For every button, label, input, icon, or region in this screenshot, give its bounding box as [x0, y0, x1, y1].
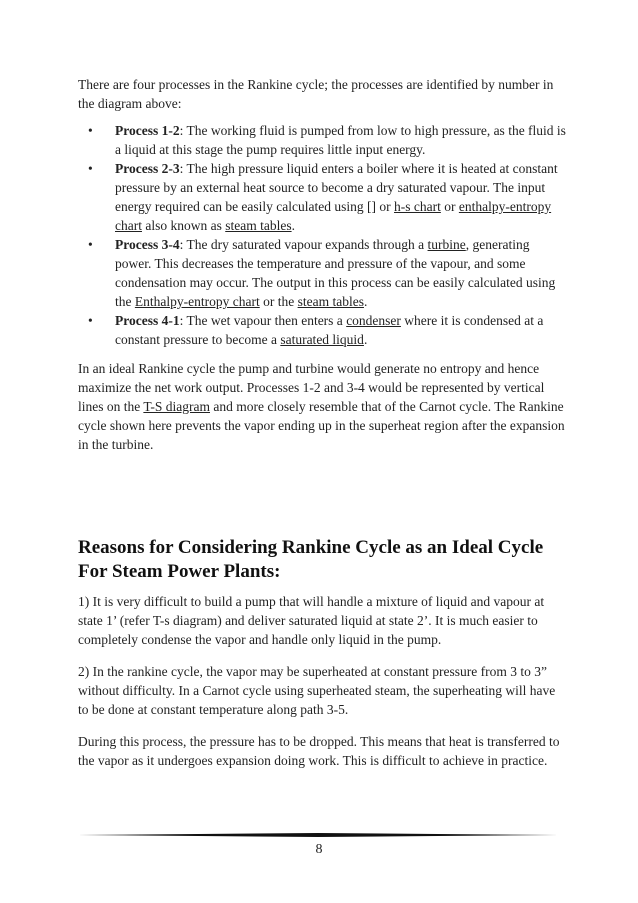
document-page	[78, 75, 568, 783]
text-run: , generating power. This decreases the temperature and pressure of the vapour, and some condensation may occur. The output in this process can be easily calculated using the	[115, 237, 556, 309]
process-label: Process 4-1	[115, 313, 180, 328]
text-run: .	[363, 294, 368, 309]
text-run: In an ideal Rankine cycle the pump and turbine would generate no entropy and hence maximize the net work output. Processes 1-2 and 3-4 would be represented by vertical lines on the	[78, 361, 545, 414]
bullet-icon: •	[88, 237, 93, 252]
inline-link[interactable]: h-s chart	[394, 199, 441, 214]
process-item	[78, 311, 568, 349]
process-item	[78, 235, 568, 311]
bullet-icon: •	[88, 313, 93, 328]
inline-link[interactable]: enthalpy-entropy chart	[115, 199, 552, 233]
text-run: .	[291, 218, 295, 233]
bullet-icon: •	[88, 123, 93, 138]
inline-link[interactable]: steam tables	[225, 218, 292, 233]
process-label: Process 3-4	[115, 237, 180, 252]
reason-paragraph-2: 2) In the rankine cycle, the vapor may be superheated at constant pressure from 3 to 3” without difficulty. In a Carnot cycle using superheated steam, the superheating will have to be done at constant temperature along path 3-5.	[78, 664, 556, 717]
text-run: where it is condensed at a constant pressure to become a	[115, 313, 544, 347]
text-run: also known as	[141, 218, 226, 233]
inline-link[interactable]: Enthalpy-entropy chart	[134, 294, 260, 309]
inline-link[interactable]: saturated liquid	[280, 332, 364, 347]
ideal-cycle-paragraph	[78, 359, 568, 454]
inline-link[interactable]: condenser	[346, 313, 401, 328]
page-number: 8	[315, 842, 323, 857]
text-run: .	[363, 332, 368, 347]
text-run: : The high pressure liquid enters a boiler where it is heated at constant pressure by an external heat source to become a dry saturated vapour. The input energy required can be easily calculated using [] or	[115, 161, 558, 214]
section-heading: Reasons for Considering Rankine Cycle as an Ideal Cycle For Steam Power Plants:	[78, 537, 544, 582]
text-run: : The wet vapour then enters a	[179, 313, 347, 328]
process-item	[78, 159, 568, 235]
text-run: : The dry saturated vapour expands through a	[179, 237, 428, 252]
process-list	[78, 121, 568, 349]
inline-link[interactable]: steam tables	[297, 294, 364, 309]
text-run: : The working fluid is pumped from low to high pressure, as the fluid is a liquid at this stage the pump requires little input energy.	[115, 123, 566, 157]
footer-rule	[78, 833, 558, 837]
reason-paragraph-1: 1) It is very difficult to build a pump that will handle a mixture of liquid and vapour at state 1’ (refer T-s diagram) and deliver saturated liquid at state 2’. It is much easier to completely condense the vapor and handle only liquid in the pump.	[78, 594, 545, 647]
process-label: Process 2-3	[115, 161, 180, 176]
reason-paragraph-3: During this process, the pressure has to be dropped. This means that heat is transferred to the vapor as it undergoes expansion doing work. This is difficult to achieve in practice.	[78, 734, 560, 768]
process-label: Process 1-2	[115, 123, 180, 138]
bullet-icon: •	[88, 161, 93, 176]
intro-paragraph: There are four processes in the Rankine cycle; the processes are identified by number in the diagram above:	[78, 77, 554, 111]
text-run: and more closely resemble that of the Carnot cycle. The Rankine cycle shown here prevents the vapor ending up in the superheat region after the expansion in the turbine.	[78, 399, 565, 452]
process-item	[78, 121, 568, 159]
text-run: or	[440, 199, 459, 214]
text-run: or the	[259, 294, 298, 309]
inline-link[interactable]: T-S diagram	[143, 399, 210, 414]
inline-link[interactable]: turbine	[427, 237, 466, 252]
